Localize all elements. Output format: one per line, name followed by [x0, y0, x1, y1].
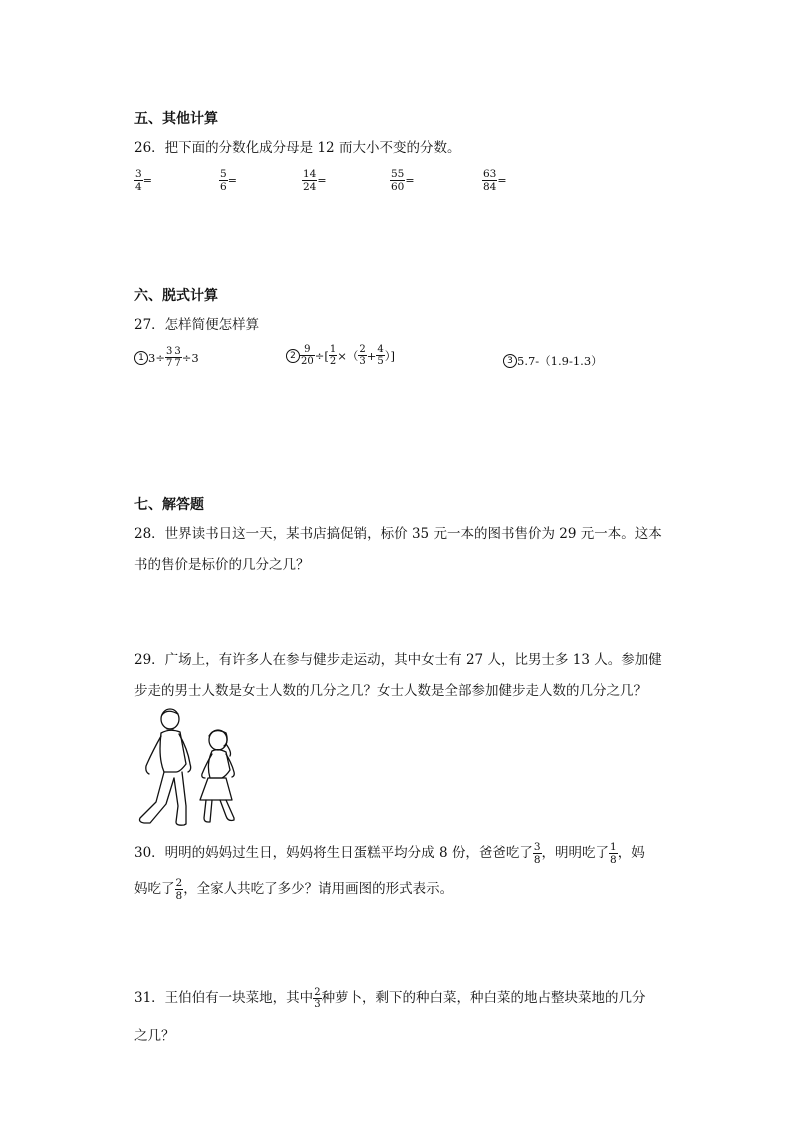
q26-f1-denominator: 4: [135, 181, 142, 193]
section-title-6: 六、脱式计算: [134, 288, 218, 304]
q27-e2-f4-den: 5: [377, 356, 384, 367]
q27-expression-2: [286, 344, 395, 367]
q27-e1-f1-den: 7: [165, 358, 173, 369]
q30-text-part-2: ，明明吃了: [541, 845, 610, 861]
q27-e2-f1-den: 20: [301, 356, 314, 367]
q30-f1-den: 8: [533, 854, 541, 866]
question-31-line-2: 之几？: [134, 1028, 175, 1044]
q27-e2-circle-number: 2: [286, 349, 300, 363]
question-27-text: 27．怎样简便怎样算: [134, 317, 260, 333]
q26-f4-denominator: 60: [391, 181, 405, 193]
q27-expression-3: [503, 353, 603, 369]
q31-text-part-2: 种萝卜，剩下的种白菜，种白菜的地占整块菜地的几分: [321, 990, 646, 1006]
q26-f2-equals: =: [227, 174, 237, 187]
q31-f-den: 3: [314, 999, 321, 1010]
q26-fraction-2: [219, 168, 237, 193]
question-26-text: 26．把下面的分数化成分母是 12 而大小不变的分数。: [134, 140, 461, 156]
q27-e2-f3-den: 3: [359, 356, 366, 367]
q26-f1-numerator: 3: [135, 168, 142, 180]
q27-e2-op3: +: [366, 348, 377, 363]
q27-e2-f3-num: 2: [359, 344, 366, 355]
q26-f4-numerator: 55: [391, 168, 405, 180]
section-title-7: 七、解答题: [134, 497, 204, 513]
q27-e2-f2-num: 1: [329, 344, 337, 355]
q26-f3-numerator: 14: [303, 168, 317, 180]
q30-f2-num: 1: [610, 841, 617, 853]
q26-f5-denominator: 84: [483, 181, 497, 193]
q27-e2-op1: ÷[: [314, 348, 329, 363]
q26-fraction-5: [482, 168, 507, 193]
q27-e2-f4-num: 4: [377, 344, 384, 355]
q30-f3-den: 8: [175, 890, 183, 902]
q30-f1-num: 3: [533, 841, 541, 853]
question-30-line-1: [134, 838, 645, 868]
q26-f5-numerator: 63: [483, 168, 497, 180]
q30-text-part-4: 妈吃了: [134, 881, 175, 897]
q26-fraction-4: [390, 168, 415, 193]
q27-e1-part-b: ÷3: [181, 350, 199, 365]
q30-text-part-5: ，全家人共吃了多少？请用画图的形式表示。: [183, 881, 454, 897]
q27-e2-f2-den: 2: [329, 356, 337, 367]
q31-f-num: 2: [314, 987, 321, 998]
q27-e1-f2-den: 7: [174, 358, 181, 369]
q26-f3-equals: =: [317, 174, 327, 187]
q30-f3-num: 2: [175, 877, 183, 889]
question-30-line-2: [134, 874, 453, 904]
q30-text-part-3: ，妈: [617, 845, 645, 861]
q27-e2-close: ）]: [384, 348, 396, 363]
q31-text-part-1: 31．王伯伯有一块菜地，其中: [134, 990, 314, 1006]
q26-f3-denominator: 24: [303, 181, 317, 193]
q27-e3-text: 5.7-（1.9-1.3）: [517, 354, 603, 368]
q27-e3-circle-number: 3: [503, 354, 517, 368]
question-28-line-1: 28．世界读书日这一天，某书店搞促销，标价 35 元一本的图书售价为 29 元一本。这本: [134, 526, 662, 542]
q27-e1-f2-num: 3: [174, 346, 181, 357]
section-title-5: 五、其他计算: [134, 111, 218, 127]
q27-e2-f1-num: 9: [300, 344, 315, 356]
q30-text-part-1: 30．明明的妈妈过生日，妈妈将生日蛋糕平均分成 8 份，爸爸吃了: [134, 845, 533, 861]
walking-people-icon: [134, 706, 246, 830]
q26-f2-denominator: 6: [220, 181, 227, 193]
q26-fraction-1: [134, 168, 152, 193]
q26-f5-equals: =: [497, 174, 507, 187]
q27-e1-part-a: 3÷: [148, 350, 165, 365]
question-28-line-2: 书的售价是标价的几分之几？: [134, 557, 310, 573]
q27-expression-1: [134, 346, 199, 369]
q26-fraction-3: [302, 168, 327, 193]
question-29-line-2: 步走的男士人数是女士人数的几分之几？女士人数是全部参加健步走人数的几分之几？: [134, 683, 647, 699]
q30-f2-den: 8: [610, 854, 617, 866]
q27-e2-op2: ×（: [337, 348, 359, 363]
q27-e1-circle-number: 1: [134, 351, 148, 365]
q26-f1-equals: =: [142, 174, 152, 187]
q26-f4-equals: =: [405, 174, 415, 187]
question-31-line-1: [134, 983, 646, 1013]
question-29-line-1: 29．广场上，有许多人在参与健步走运动，其中女士有 27 人，比男士多 13 人。参加健: [134, 652, 662, 668]
q26-f2-numerator: 5: [220, 168, 227, 180]
q27-e1-f1-num: 3: [165, 346, 173, 357]
